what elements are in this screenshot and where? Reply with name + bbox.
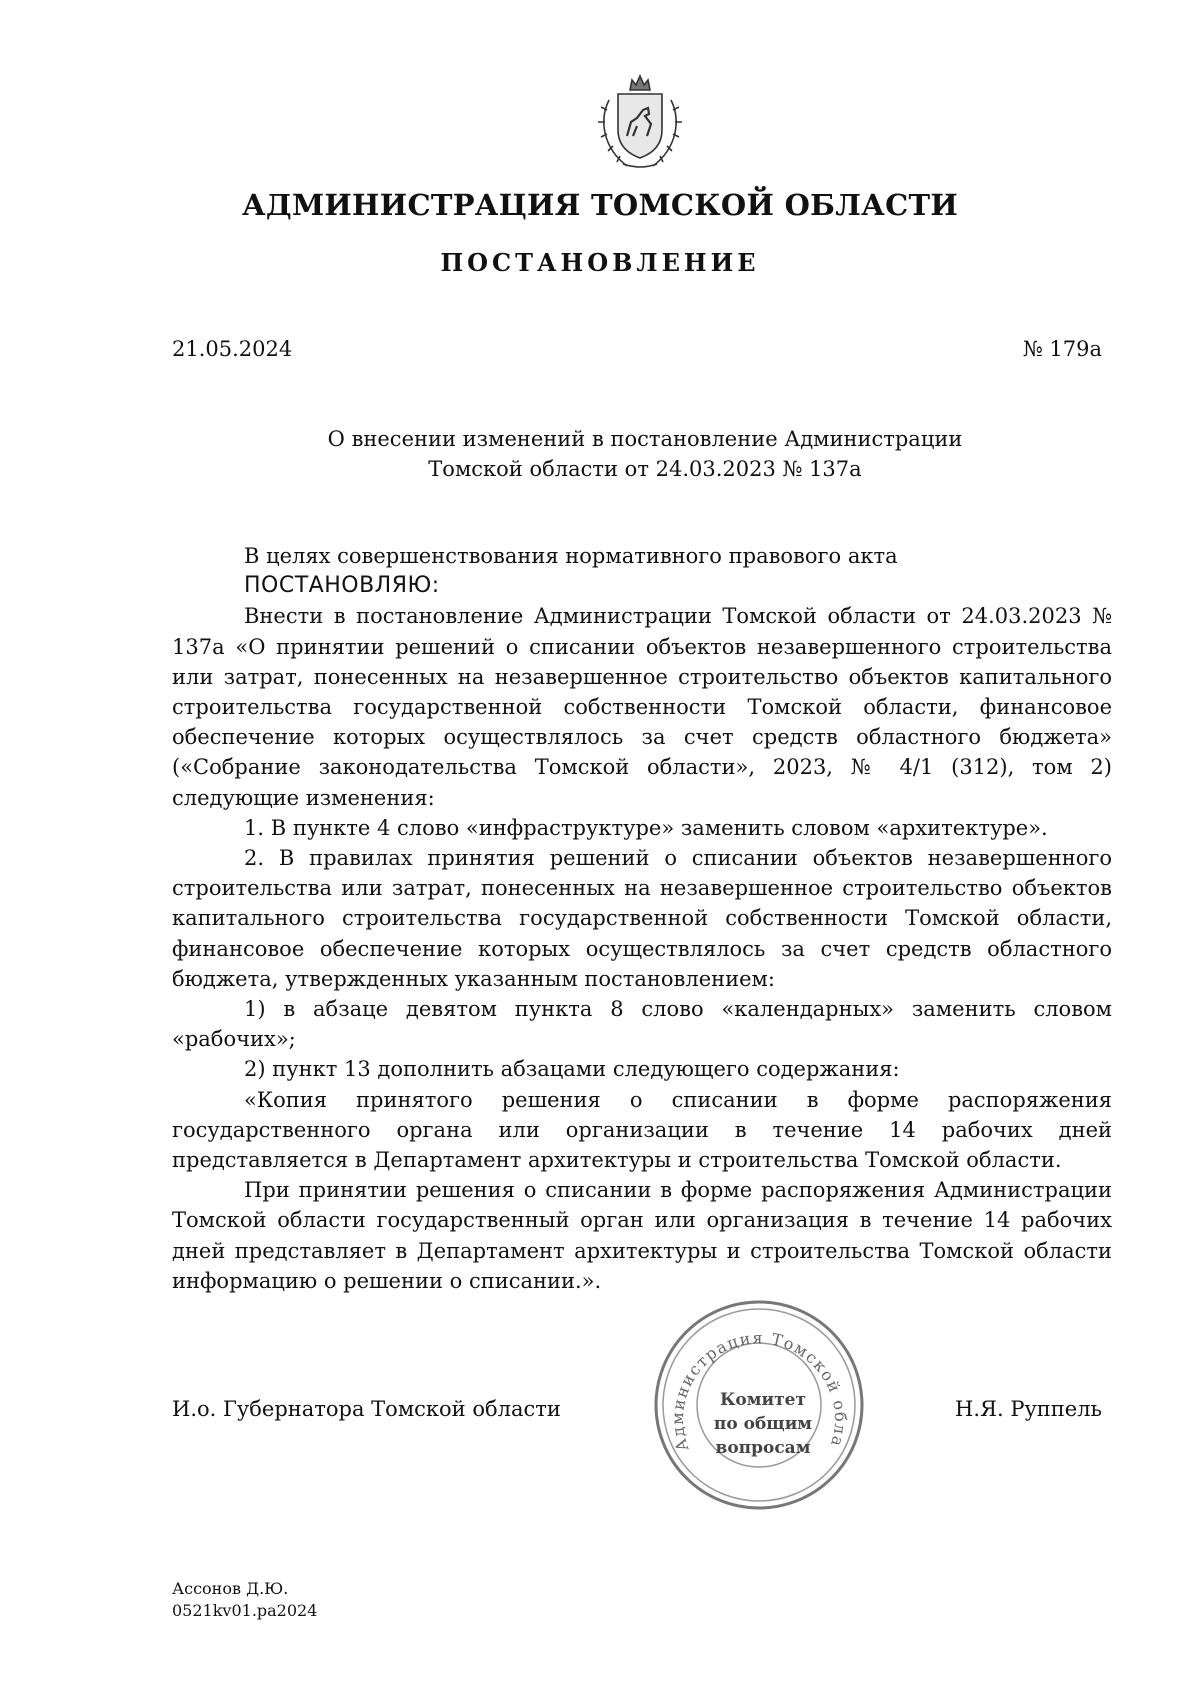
official-seal [653, 1299, 865, 1511]
body-paragraph: Внести в постановление Администрации Томской области от 24.03.2023 № 137а «О принятии решений о списании объектов незавершенного строительства или затрат, понесенных на незавершенное строительство объектов капитального строительства государственной собственности Томской области, финансовое обеспечение которых осуществлялось за счет средств областного бюджета» («Собрание законодательства Томской области», 2023, № 4/1 (312), том 2) следующие изменения: [172, 604, 1112, 810]
file-code: 0521kv01.pa2024 [172, 1601, 318, 1620]
signatory-name: Н.Я. Руппель [955, 1397, 1102, 1421]
body-paragraph: 1) в абзаце девятом пункта 8 слово «календарных» заменить словом «рабочих»; [172, 997, 1112, 1052]
document-type: ПОСТАНОВЛЕНИЕ [440, 248, 760, 277]
document-number: № 179а [1022, 337, 1102, 361]
body-paragraph: 1. В пункте 4 слово «инфраструктуре» заменить словом «архитектуре». [244, 815, 1048, 840]
decree-word: ПОСТАНОВЛЯЮ: [244, 573, 440, 599]
seal-line: по общим [713, 1414, 813, 1434]
body-paragraph: При принятии решения о списании в форме распоряжения Администрации Томской области государственный орган или организация в течение 14 рабочих дней представляет в Департамент архитектуры и строительства Томской области информацию о решении о списании.». [172, 1178, 1112, 1293]
executor-name: Ассонов Д.Ю. [172, 1579, 289, 1598]
tomsk-region-coat-of-arms-icon [587, 70, 693, 174]
seal-ring-text: Администрация Томской обла [667, 1328, 851, 1454]
seal-line: Комитет [719, 1390, 807, 1410]
executor-block [172, 1578, 317, 1622]
seal-center-text [713, 1388, 813, 1460]
signatory-title: И.о. Губернатора Томской области [172, 1397, 561, 1421]
document-date: 21.05.2024 [172, 337, 293, 361]
document-body [172, 541, 1112, 1296]
body-paragraph: 2. В правилах принятия решений о списании объектов незавершенного строительства или затрат, понесенных на незавершенное строительство объектов капитального строительства государственной собственности Томской области, финансовое обеспечение которых осуществлялось за счет средств областного бюджета, утвержденных указанным постановлением: [172, 846, 1112, 991]
subject-line: О внесении изменений в постановление Администрации [327, 427, 963, 451]
subject-line: Томской области от 24.03.2023 № 137а [428, 457, 862, 481]
document-subject [0, 424, 1200, 484]
organization-name: АДМИНИСТРАЦИЯ ТОМСКОЙ ОБЛАСТИ [241, 188, 959, 222]
preamble-paragraph: В целях совершенствования нормативного правового акта [244, 544, 898, 568]
body-paragraph: 2) пункт 13 дополнить абзацами следующего содержания: [244, 1057, 900, 1082]
seal-line: вопросам [715, 1438, 811, 1458]
body-paragraph: «Копия принятого решения о списании в форме распоряжения государственного органа или организации в течение 14 рабочих дней представляется в Департамент архитектуры и строительства Томской области. [172, 1087, 1112, 1173]
